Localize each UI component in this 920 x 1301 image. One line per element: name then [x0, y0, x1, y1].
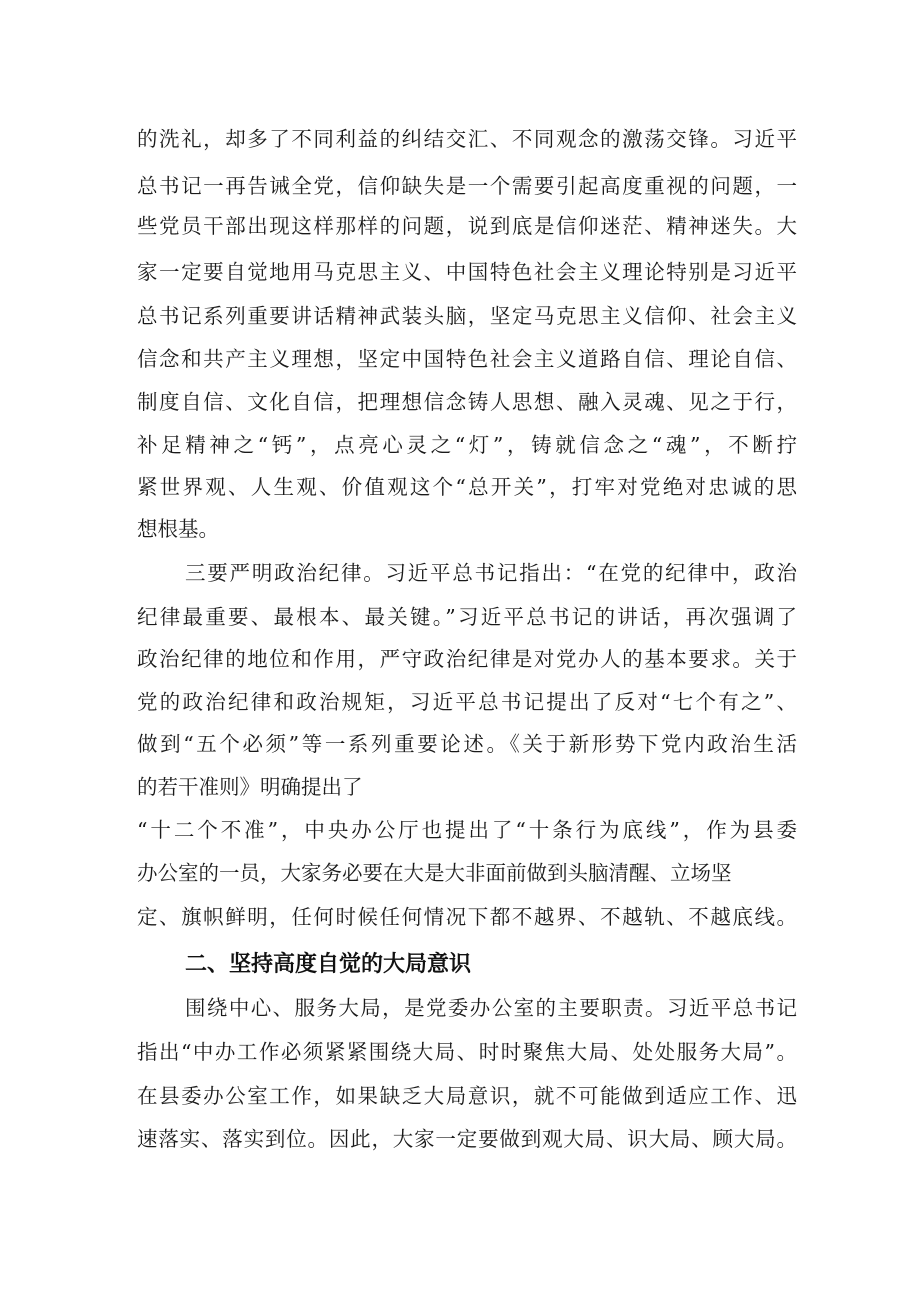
paragraph-line: 围绕中心、服务大局，是党委办公室的主要职责。习近平总书记 — [185, 996, 797, 1020]
paragraph-line: 总书记一再告诫全党，信仰缺失是一个需要引起高度重视的问题，一 — [137, 174, 797, 198]
paragraph-line: 的洗礼，却多了不同利益的纠结交汇、不同观念的激荡交锋。习近平 — [137, 127, 797, 151]
paragraph-line: 制度自信、文化自信，把理想信念铸人思想、融入灵魂、见之于行， — [137, 390, 797, 414]
paragraph-line: 定、旗帜鲜明，任何时候任何情况下都不越界、不越轨、不越底线。 — [137, 905, 797, 929]
paragraph-line: 信念和共产主义理想，坚定中国特色社会主义道路自信、理论自信、 — [137, 347, 797, 371]
paragraph-line: 想根基。 — [137, 517, 219, 541]
paragraph-line: 政治纪律的地位和作用，严守政治纪律是对党办人的基本要求。关于 — [137, 647, 797, 671]
paragraph-line: 速落实、落实到位。因此，大家一定要做到观大局、识大局、顾大局。 — [137, 1127, 797, 1151]
paragraph-line: 紧世界观、人生观、价值观这个“总开关”，打牢对党绝对忠诚的思 — [137, 475, 797, 499]
paragraph-line: 家一定要自觉地用马克思主义、中国特色社会主义理论特别是习近平 — [137, 260, 797, 284]
paragraph-line: 纪律最重要、最根本、最关键。”习近平总书记的讲话，再次强调了 — [137, 605, 797, 629]
paragraph-line: “十二个不准”，中央办公厅也提出了“十条行为底线”，作为县委 — [137, 818, 797, 842]
paragraph-line: 做到“五个必须”等一系列重要论述。《关于新形势下党内政治生活 — [137, 732, 797, 756]
paragraph-line: 总书记系列重要讲话精神武装头脑，坚定马克思主义信仰、社会主义 — [137, 304, 797, 328]
paragraph-line: 在县委办公室工作，如果缺乏大局意识，就不可能做到适应工作、迅 — [137, 1084, 797, 1108]
paragraph-line: 补足精神之“钙”，点亮心灵之“灯”，铸就信念之“魂”，不断拧 — [137, 433, 797, 457]
paragraph-line: 些党员干部出现这样那样的问题，说到底是信仰迷茫、精神迷失。大 — [137, 214, 797, 238]
paragraph-line: 的若干准则》明确提出了 — [137, 775, 363, 799]
section-heading: 二、坚持高度自觉的大局意识 — [185, 952, 472, 977]
paragraph-line: 办公室的一员，大家务必要在大是大非面前做到头脑清醒、立场坚 — [137, 861, 732, 885]
paragraph-line: 指出“中办工作必须紧紧围绕大局、时时聚焦大局、处处服务大局”。 — [137, 1040, 797, 1064]
paragraph-line: 党的政治纪律和政治规矩，习近平总书记提出了反对“七个有之”、 — [137, 690, 797, 714]
paragraph-line: 三要严明政治纪律。习近平总书记指出：“在党的纪律中，政治 — [185, 561, 797, 585]
